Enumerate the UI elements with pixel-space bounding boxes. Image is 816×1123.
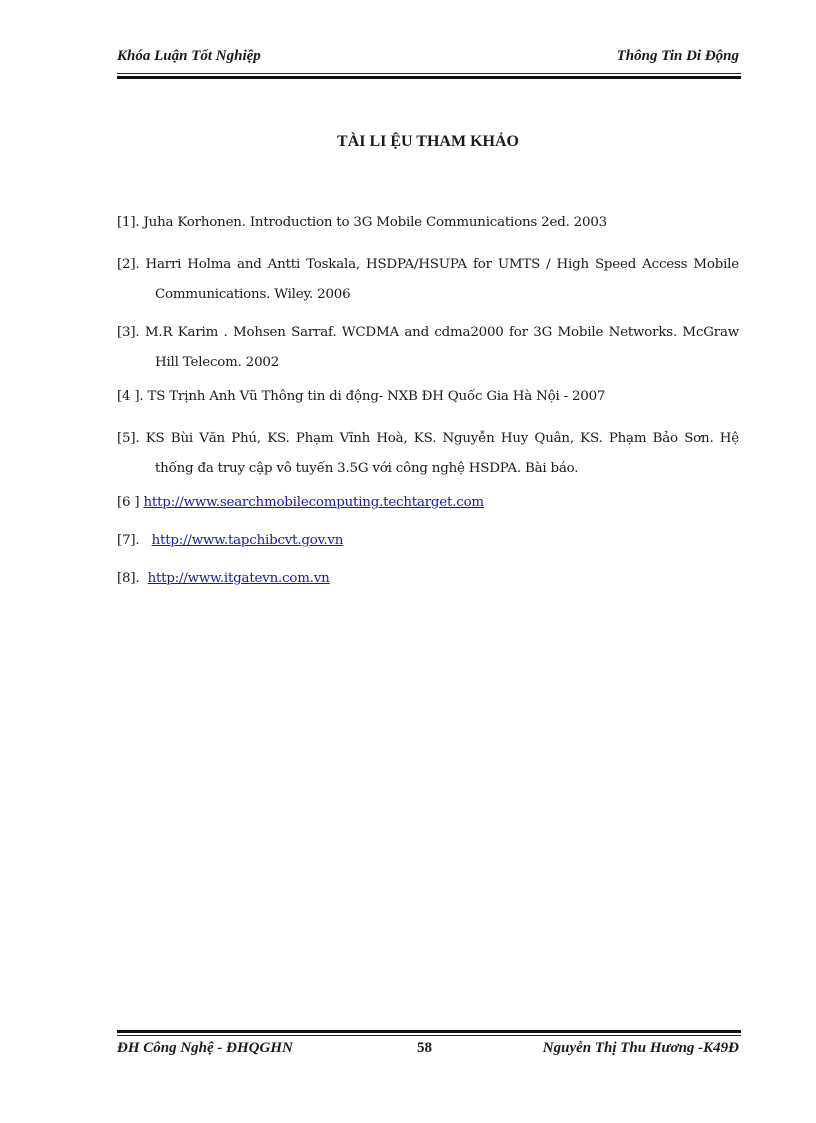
reference-link[interactable]: http://www.tapchibcvt.gov.vn bbox=[151, 533, 344, 548]
reference-item-3 bbox=[117, 318, 739, 378]
reference-number: [4 ]. bbox=[117, 389, 144, 404]
footer-left-text: ĐH Công Nghệ - ĐHQGHN bbox=[117, 1040, 293, 1056]
reference-number: [5]. bbox=[117, 431, 140, 446]
reference-item-1 bbox=[117, 212, 739, 234]
page-header bbox=[117, 48, 739, 70]
reference-text: M.R Karim . Mohsen Sarraf. WCDMA and cdma2000 for 3G Mobile Networks. McGraw Hill Telecom. 2002 bbox=[144, 325, 739, 370]
reference-number: [2]. bbox=[117, 257, 140, 272]
header-right-text: Thông Tin Di Động bbox=[616, 48, 739, 64]
footer-right-text: Nguyễn Thị Thu Hương -K49Đ bbox=[542, 1040, 739, 1056]
reference-text: TS Trịnh Anh Vũ Thông tin di động- NXB ĐH Quốc Gia Hà Nội - 2007 bbox=[147, 389, 606, 404]
footer-rule-thin bbox=[117, 1035, 741, 1036]
page-number: 58 bbox=[417, 1040, 432, 1056]
reference-item-7 bbox=[117, 530, 739, 552]
footer-rule-thick bbox=[117, 1030, 741, 1033]
reference-item-2 bbox=[117, 250, 739, 310]
reference-item-4 bbox=[117, 386, 739, 408]
reference-text: KS Bùi Văn Phú, KS. Phạm Vĩnh Hoà, KS. Nguyễn Huy Quân, KS. Phạm Bảo Sơn. Hệ thống đa truy cập vô tuyến 3.5G với công nghệ HSDPA. Bài báo. bbox=[145, 431, 740, 476]
reference-number: [1]. bbox=[117, 215, 140, 230]
reference-text: Juha Korhonen. Introduction to 3G Mobile Communications 2ed. 2003 bbox=[143, 215, 607, 230]
reference-number: [8]. bbox=[117, 571, 140, 586]
reference-item-6 bbox=[117, 492, 739, 514]
reference-link[interactable]: http://www.searchmobilecomputing.techtarget.com bbox=[143, 495, 484, 510]
reference-number: [7]. bbox=[117, 533, 140, 548]
reference-item-5 bbox=[117, 424, 739, 484]
header-left-text: Khóa Luận Tốt Nghiệp bbox=[117, 48, 261, 64]
page-title: TÀI LI ỆU THAM KHẢO bbox=[337, 133, 519, 150]
page-footer bbox=[117, 1040, 739, 1062]
reference-list bbox=[117, 212, 739, 606]
reference-number: [3]. bbox=[117, 325, 140, 340]
reference-link[interactable]: http://www.itgatevn.com.vn bbox=[147, 571, 330, 586]
reference-number: [6 ] bbox=[117, 495, 140, 510]
reference-item-8 bbox=[117, 568, 739, 590]
reference-text: Harri Holma and Antti Toskala, HSDPA/HSUPA for UMTS / High Speed Access Mobile Communications. Wiley. 2006 bbox=[145, 257, 739, 302]
header-rule-thin bbox=[117, 73, 741, 74]
header-rule-thick bbox=[117, 76, 741, 79]
